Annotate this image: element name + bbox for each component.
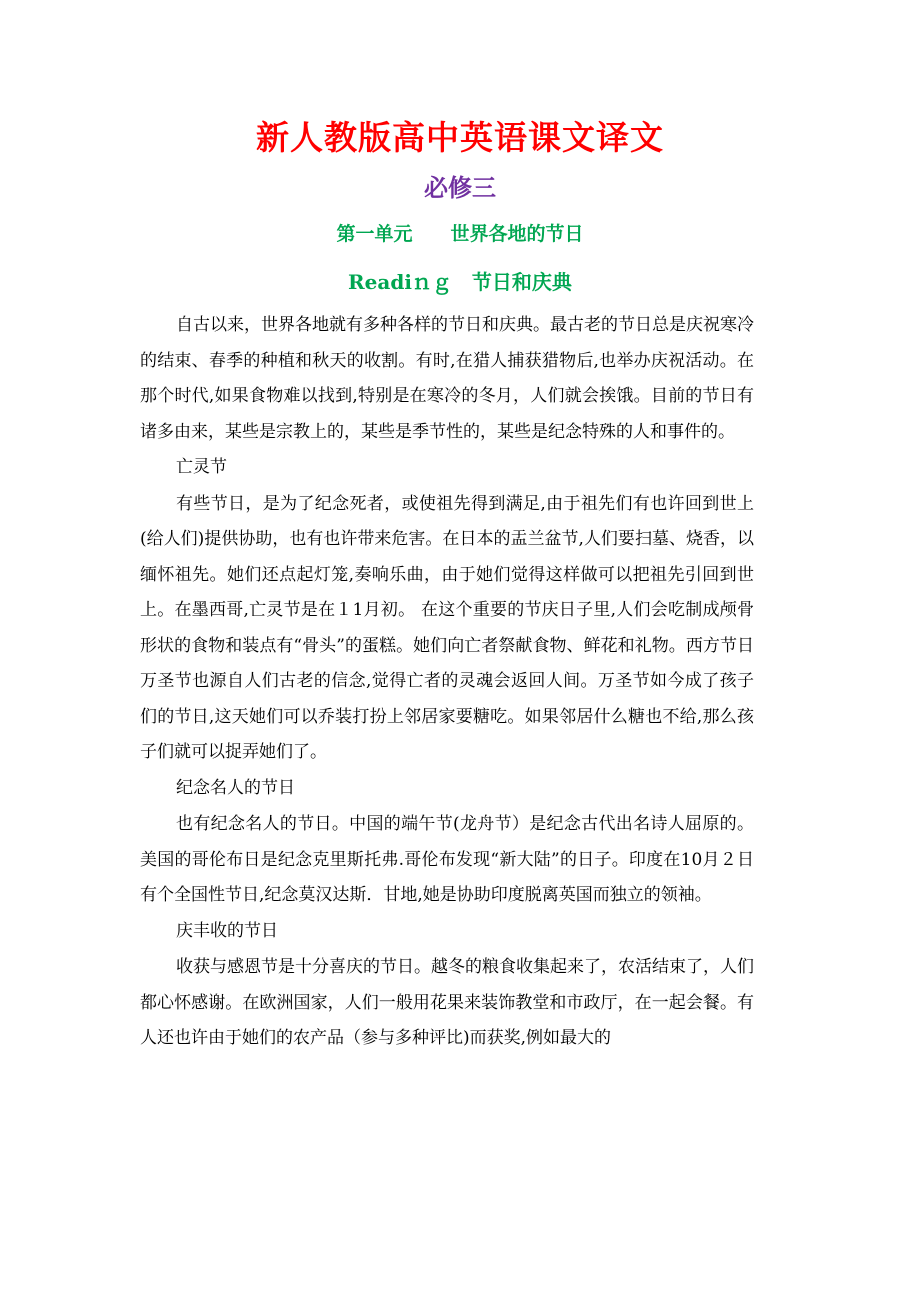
- document-subtitle: 必修三: [424, 173, 496, 202]
- section-heading-day-of-the-dead: 亡灵节: [176, 457, 227, 477]
- famous-people-paragraph: 也有纪念名人的节日。中国的端午节(龙舟节）是纪念古代出名诗人屈原的。美国的哥伦布日是纪念克里斯托弗.哥伦布发现“新大陆”的日子。印度在10月２日有个全国性节日,纪念莫汉达斯．甘地,她是协助印度脱离英国而独立的领袖。: [140, 814, 754, 905]
- day-of-the-dead-paragraph: 有些节日，是为了纪念死者，或使祖先得到满足,由于祖先们有也许回到世上(给人们)提供协助，也有也许带来危害。在日本的盂兰盆节,人们要扫墓、烧香，以缅怀祖先。她们还点起灯笼,奏响乐曲，由于她们觉得这样做可以把祖先引回到世上。在墨西哥,亡灵节是在１1月初。 在这个重要的节庆日子里,人们会吃制成颅骨形状的食物和装点有“骨头”的蛋糕。她们向亡者祭献食物、鲜花和礼物。西方节日万圣节也源自人们古老的信念,觉得亡者的灵魂会返回人间。万圣节如今成了孩子们的节日,这天她们可以乔装打扮上邻居家要糖吃。如果邻居什么糖也不给,那么孩子们就可以捉弄她们了。: [140, 493, 754, 762]
- document-body: [140, 308, 754, 1057]
- intro-paragraph: 自古以来，世界各地就有多种各样的节日和庆典。最古老的节日总是庆祝寒冷的结束、春季的种植和秋天的收割。有时,在猎人捕获猎物后,也举办庆祝活动。在那个时代,如果食物难以找到,特别是在寒冷的冬月，人们就会挨饿。目前的节日有诸多由来，某些是宗教上的，某些是季节性的，某些是纪念特殊的人和事件的。: [140, 315, 754, 442]
- document-title: 新人教版高中英语课文译文: [256, 118, 664, 157]
- reading-title: Readiｎｇ 节日和庆典: [348, 270, 572, 294]
- harvest-paragraph: 收获与感恩节是十分喜庆的节日。越冬的粮食收集起来了，农活结束了，人们都心怀感谢。在欧洲国家，人们一般用花果来装饰教堂和市政厅，在一起会餐。有人还也许由于她们的农产品（参与多种评比)而获奖,例如最大的: [140, 957, 754, 1048]
- unit-title: 第一单元 世界各地的节日: [336, 223, 584, 245]
- section-heading-famous-people: 纪念名人的节日: [176, 777, 295, 798]
- section-heading-harvest: 庆丰收的节日: [176, 920, 278, 941]
